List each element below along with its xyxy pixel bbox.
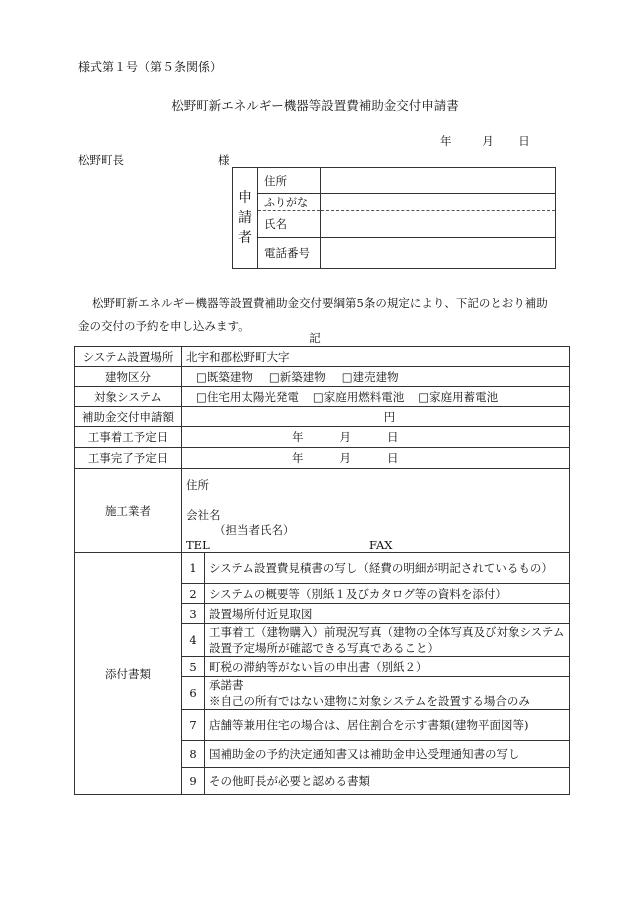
contractor-tel-label: TEL: [186, 538, 210, 552]
furigana-label: ふりがな: [258, 194, 321, 211]
start-day: 日: [387, 430, 399, 444]
attachment-no: 4: [182, 624, 205, 657]
amount-field[interactable]: [182, 407, 570, 427]
furigana-field[interactable]: [321, 194, 556, 211]
attachment-item: その他町長が必要と認める書類: [205, 768, 570, 795]
end-month: 月: [339, 451, 351, 465]
attachment-no: 5: [182, 657, 205, 677]
name-field[interactable]: [321, 211, 556, 238]
yen-unit: 円: [383, 409, 396, 424]
honorific: 様: [218, 153, 230, 167]
attachments-label: 添付書類: [75, 553, 182, 795]
attachment-item: システム設置費見積書の写し（経費の明細が明記されているもの）: [205, 553, 570, 584]
start-date-label: 工事着工予定日: [75, 427, 182, 448]
checkbox-fuel-cell[interactable]: □家庭用燃料電池: [312, 389, 405, 404]
contractor-person-label: （担当者氏名）: [214, 523, 295, 537]
location-field[interactable]: 北宇和郡松野町大字: [182, 347, 570, 367]
applicant-char-1: 申: [238, 190, 252, 206]
application-statement: 松野町新エネルギー機器等設置費補助金交付要綱第5条の規定により、下記のとおり補助金の交付の予約を申し込みます。: [78, 296, 548, 333]
attachment-no: 8: [182, 741, 205, 768]
page-title: 松野町新エネルギー機器等設置費補助金交付申請書: [171, 98, 459, 113]
start-year: 年: [292, 430, 304, 444]
attachment-item-text: 承諾書: [209, 678, 244, 692]
amount-label: 補助金交付申請額: [75, 407, 182, 427]
attachment-item: 設置場所付近見取図: [205, 604, 570, 624]
form-number: 様式第１号（第５条関係）: [78, 60, 223, 74]
end-date-label: 工事完了予定日: [75, 448, 182, 469]
date-day: 日: [518, 134, 530, 148]
system-options: [182, 387, 570, 407]
attachment-no: 1: [182, 553, 205, 584]
address-field[interactable]: [321, 168, 556, 194]
system-label: 対象システム: [75, 387, 182, 407]
checkbox-ready-built[interactable]: □建売建物: [341, 369, 399, 384]
checkbox-existing-building[interactable]: □既築建物: [196, 369, 253, 384]
checkbox-solar[interactable]: □住宅用太陽光発電: [196, 389, 299, 404]
contractor-label: 施工業者: [75, 469, 182, 553]
date-month: 月: [482, 134, 494, 148]
name-label: 氏名: [258, 211, 321, 238]
application-details-table: [74, 346, 570, 795]
applicant-char-2: 請: [238, 210, 252, 226]
applicant-vertical-label: [233, 168, 258, 269]
date-year: 年: [440, 134, 452, 148]
start-month: 月: [339, 430, 351, 444]
building-type-options: [182, 367, 570, 387]
start-date-field[interactable]: [182, 427, 570, 448]
attachment-item: システムの概要等（別紙１及びカタログ等の資料を添付）: [205, 584, 570, 604]
contractor-address-label: 住所: [186, 478, 209, 492]
application-date: [440, 133, 542, 149]
phone-field[interactable]: [321, 238, 556, 269]
attachment-no: 9: [182, 768, 205, 795]
attachment-item: 国補助金の予約決定通知書又は補助金申込受理通知書の写し: [205, 741, 570, 768]
attachment-no: 3: [182, 604, 205, 624]
attachment-item: 店舗等兼用住宅の場合は、居住割合を示す書類(建物平面図等): [205, 710, 570, 741]
address-label: 住所: [258, 168, 321, 194]
applicant-char-3: 者: [238, 230, 252, 246]
location-label: システム設置場所: [75, 347, 182, 367]
checkbox-new-building[interactable]: □新築建物: [268, 369, 326, 384]
contractor-field[interactable]: [182, 469, 570, 553]
attachment-item: [205, 677, 570, 710]
end-date-field[interactable]: [182, 448, 570, 469]
applicant-table: [232, 167, 556, 269]
attachment-item: 町税の滞納等がない旨の申出書（別紙２）: [205, 657, 570, 677]
end-day: 日: [387, 451, 399, 465]
addressee: 松野町長: [78, 153, 124, 167]
end-year: 年: [292, 451, 304, 465]
attachment-item: 工事着工（建物購入）前現況写真（建物の全体写真及び対象システム設置予定場所が確認できる写真であること）: [205, 624, 570, 657]
checkbox-battery[interactable]: □家庭用蓄電池: [418, 389, 499, 404]
attachment-no: 6: [182, 677, 205, 710]
attachment-no: 7: [182, 710, 205, 741]
phone-label: 電話番号: [258, 238, 321, 269]
ki-heading: 記: [309, 331, 321, 345]
contractor-fax-label: FAX: [369, 538, 393, 552]
building-type-label: 建物区分: [75, 367, 182, 387]
contractor-company-label: 会社名: [186, 508, 221, 522]
attachment-item-note: ※自己の所有ではない建物に対象システムを設置する場合のみ: [209, 694, 530, 708]
attachment-no: 2: [182, 584, 205, 604]
